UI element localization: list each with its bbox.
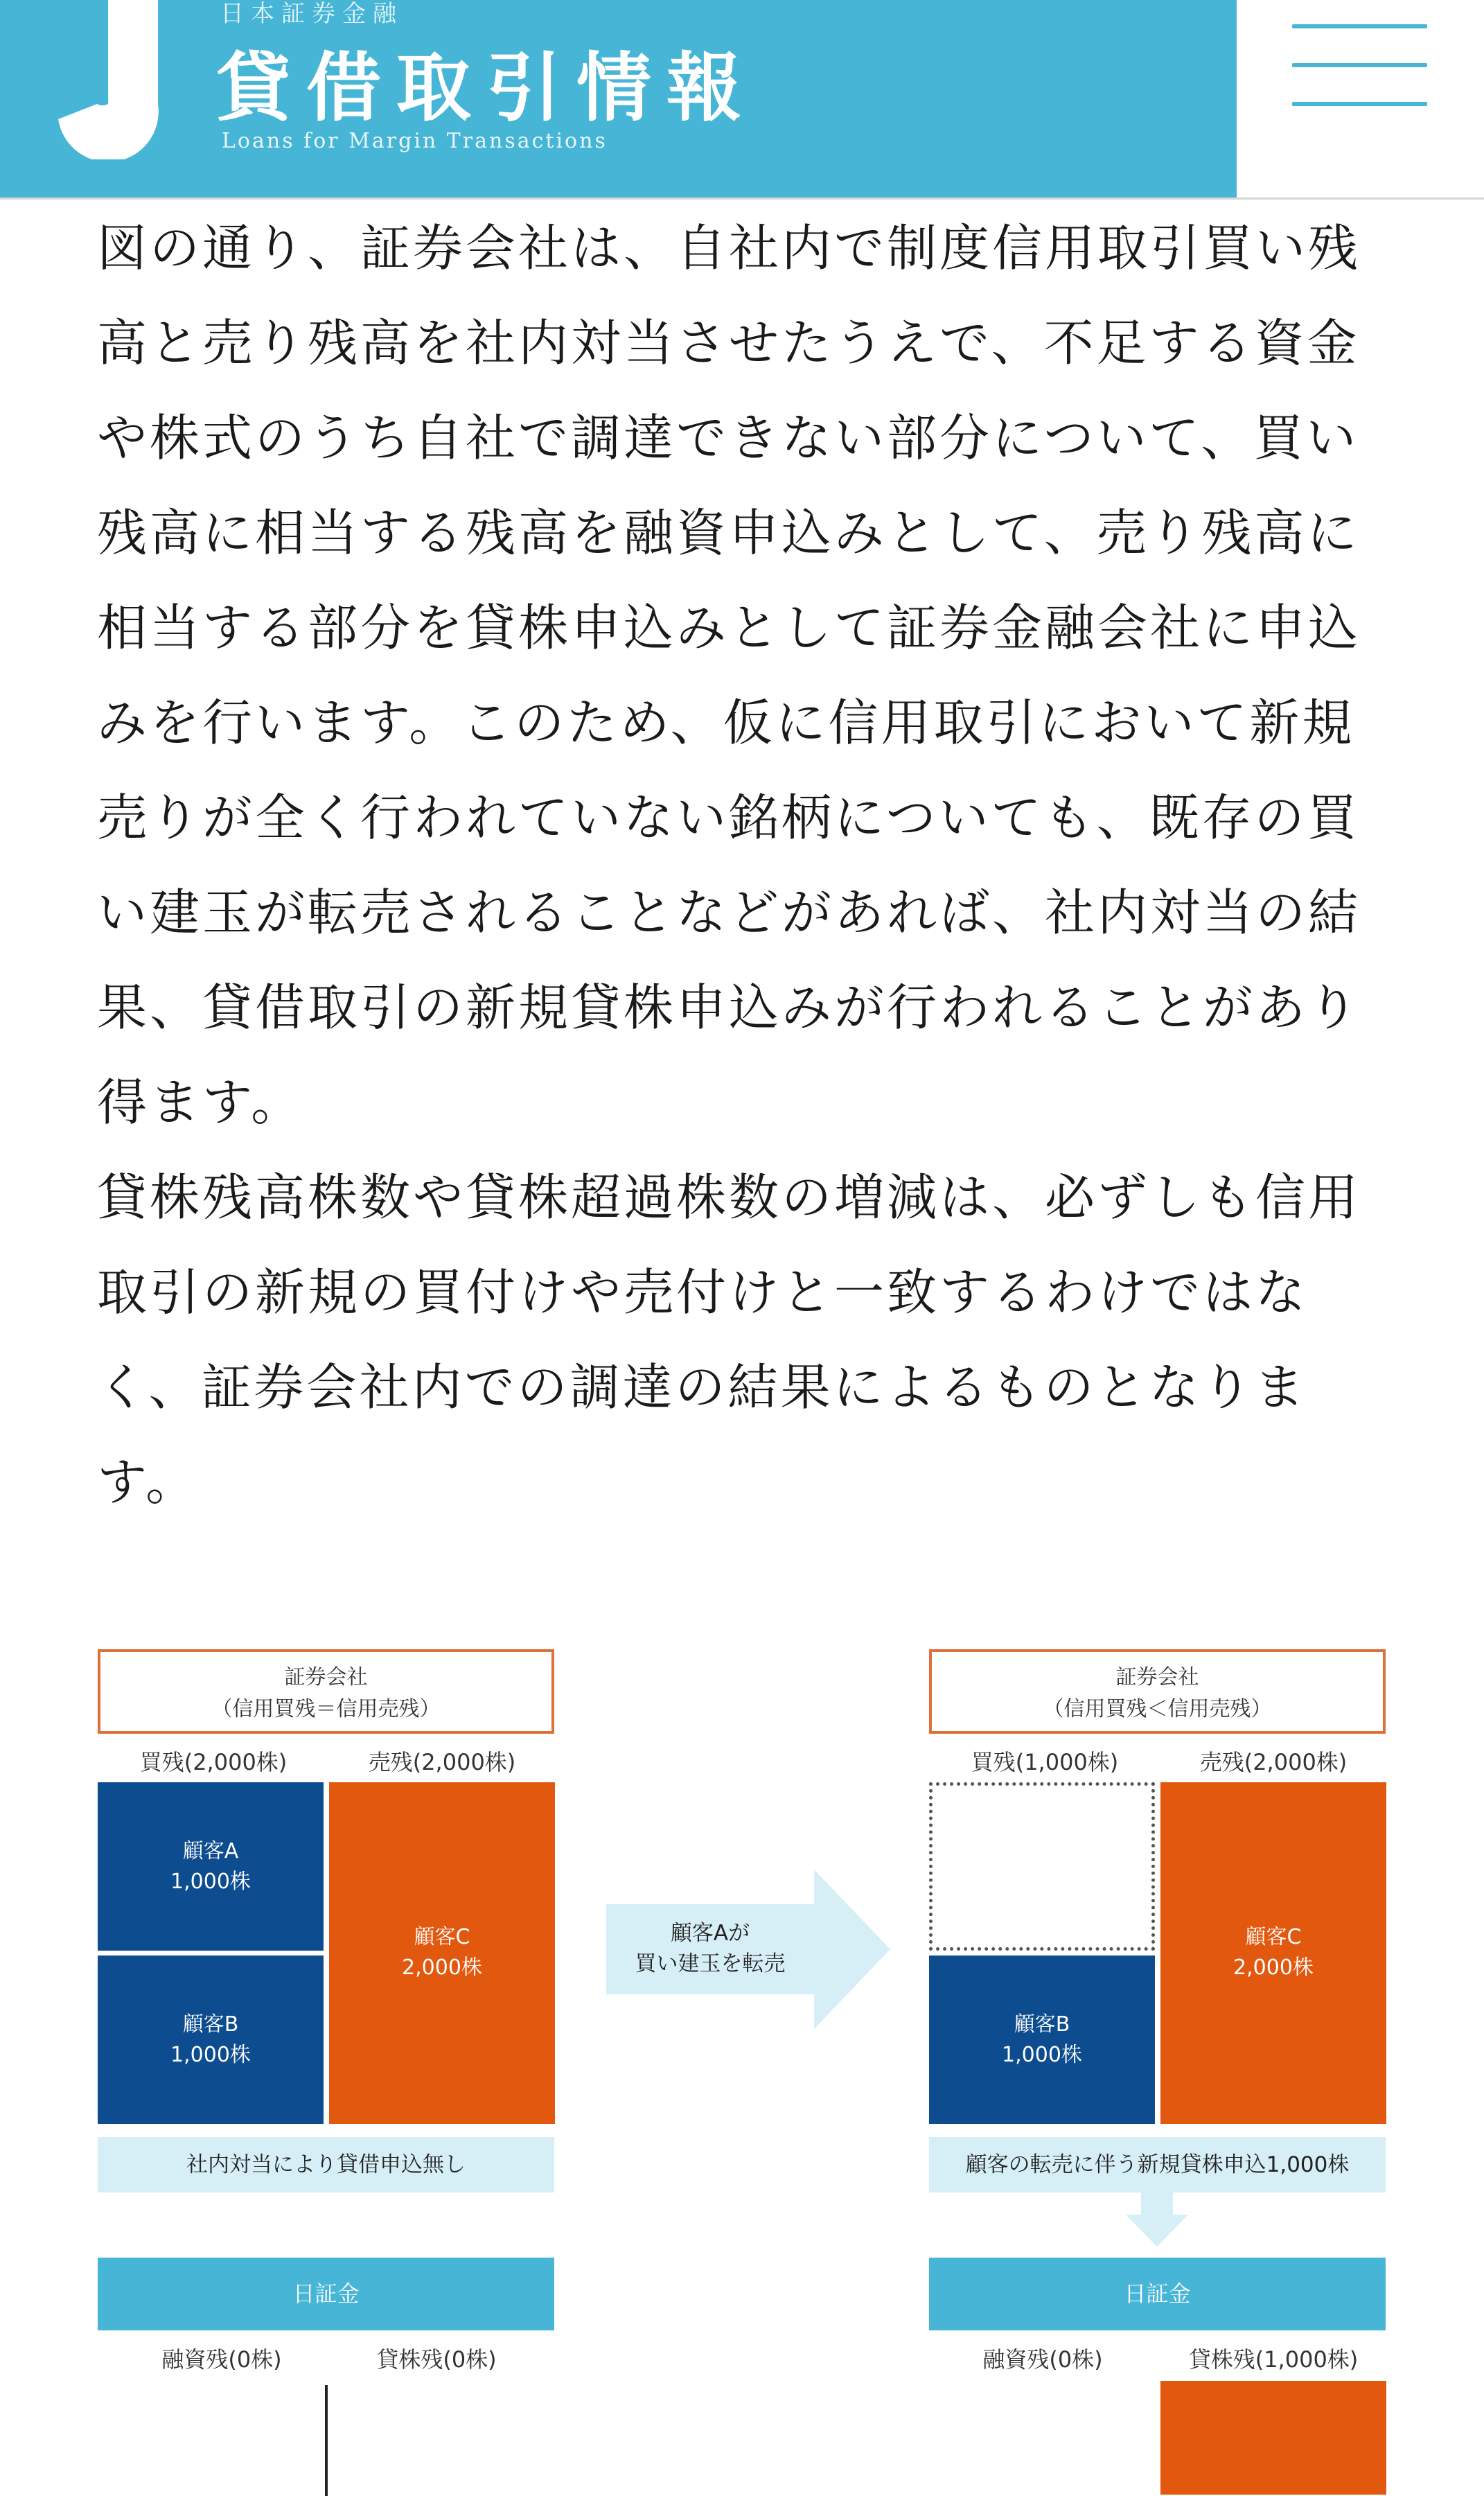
customer-quantity: 1,000株 [170,2043,251,2067]
new-lending-note: 顧客の転売に伴う新規貸株申込1,000株 [929,2137,1386,2192]
box-subtitle: （信用買残＜信用売残） [1043,1697,1272,1721]
customer-name: 顧客A [182,1839,239,1863]
lending-diagram [0,1628,1484,2495]
buy-balance-label: 買残(2,000株) [139,1749,288,1775]
brand-banner[interactable] [0,0,1237,197]
brand-english-title: Loans for Margin Transactions [222,129,608,153]
site-header [0,0,1484,200]
arrow-line: 買い建玉を転売 [635,1951,786,1976]
paragraph: 図の通り、証券会社は、自社内で制度信用取引買い残高と売り残高を社内対当させたうえで、不足する資金や株式のうち自社で調達できない部分について、買い残高に相当する残高を融資申込みとして、売り残高に相当する部分を貸株申込みとして証券金融会社に申込みを行います。このため、仮に信用取引において新規売りが全く行われていない銘柄についても、既存の買い建玉が転売されることなどがあれば、社内対当の結果、貸借取引の新規貸株申込みが行われることがあり得ます。 [97,219,1361,1132]
customer-quantity: 2,000株 [402,1956,482,1980]
lending-balance-label: 貸株残(0株) [376,2346,497,2373]
customer-c-block [1160,1782,1386,2124]
jsf-logo [54,0,186,159]
sell-balance-label: 売残(2,000株) [1199,1749,1348,1775]
axis-line [325,2385,328,2496]
securities-company-box [929,1649,1386,1734]
lending-balance-block [1160,2381,1386,2495]
internal-match-note: 社内対当により貸借申込無し [98,2137,554,2192]
resale-arrow-label [606,1918,814,1979]
customer-name: 顧客B [182,2012,239,2037]
customer-name: 顧客C [414,1925,470,1949]
jsf-box: 日証金 [98,2258,554,2330]
lending-balance-label: 貸株残(1,000株) [1188,2346,1359,2373]
down-arrow-icon [1126,2192,1188,2248]
menu-icon-line [1292,63,1427,67]
customer-b-block [98,1956,324,2124]
customer-c-block [329,1782,555,2124]
customer-quantity: 2,000株 [1233,1956,1314,1980]
menu-icon-line [1292,102,1427,106]
customer-b-block [929,1956,1155,2124]
box-title: 証券会社 [284,1665,368,1689]
securities-company-box [98,1649,554,1734]
loan-balance-label: 融資残(0株) [161,2346,282,2373]
customer-quantity: 1,000株 [1002,2043,1082,2067]
hamburger-menu-button[interactable] [1292,24,1427,107]
loan-balance-label: 融資残(0株) [982,2346,1103,2373]
box-subtitle: （信用買残＝信用売残） [211,1697,441,1721]
menu-icon-line [1292,24,1427,28]
buy-balance-label: 買残(1,000株) [971,1749,1119,1775]
arrow-line: 顧客Aが [670,1921,750,1946]
paragraph: 貸株残高株数や貸株超過株数の増減は、必ずしも信用取引の新規の買付けや売付けと一致するわけではなく、証券会社内での調達の結果によるものとなります。 [97,1168,1361,1511]
article-body [97,201,1399,1530]
customer-name: 顧客C [1245,1925,1302,1949]
box-title: 証券会社 [1115,1665,1199,1689]
customer-quantity: 1,000株 [170,1870,251,1894]
brand-title: 貸借取引情報 [216,44,757,132]
brand-subtitle: 日本証券金融 [220,0,403,28]
sell-balance-label: 売残(2,000株) [368,1749,516,1775]
customer-a-block [98,1782,324,1951]
customer-name: 顧客B [1014,2012,1070,2037]
jsf-box: 日証金 [929,2258,1386,2330]
resold-empty-block [929,1782,1155,1951]
